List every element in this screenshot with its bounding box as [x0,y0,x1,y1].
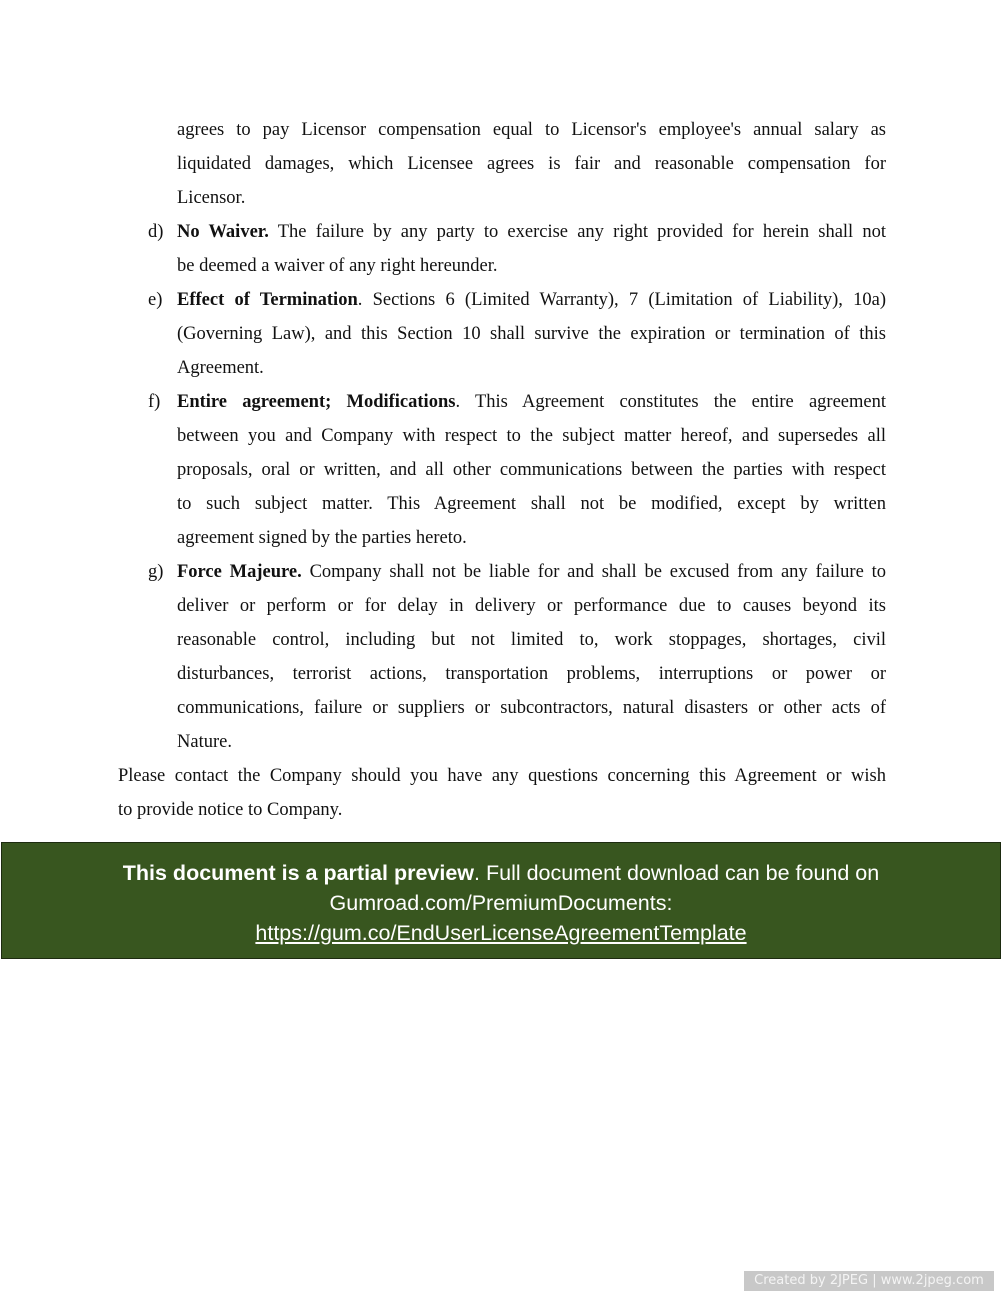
text-line [118,793,886,827]
text-line [177,657,886,691]
text-line [177,419,886,453]
text-line-content: (Governing Law), and this Section 10 shall survive the expiration or termination of this [177,324,886,344]
list-item [118,215,886,283]
text-line-content: Licensor. [177,188,246,208]
list-item [118,283,886,385]
item-title: Entire agreement; Modifications [177,392,456,412]
text-line-content: . Sections 6 (Limited Warranty), 7 (Limitation of Liability), 10a) [357,290,886,310]
text-line [177,453,886,487]
item-label: f) [148,392,161,412]
text-line [177,215,886,249]
text-line [177,113,886,147]
banner-text: . Full document download can be found on [474,861,880,885]
preview-banner [1,842,1001,959]
item-title: Force Majeure. [177,562,302,582]
text-line-content: communications, failure or suppliers or subcontractors, natural disasters or other acts of [177,698,886,718]
text-line [177,487,886,521]
text-line-content: to provide notice to Company. [118,800,343,820]
text-line-content: deliver or perform or for delay in delivery or performance due to causes beyond its [177,596,886,616]
item-label: g) [148,562,164,582]
banner-line-1 [2,858,1000,888]
item-label: e) [148,290,163,310]
text-line [177,283,886,317]
banner-bold-text: This document is a partial preview [122,861,475,885]
list-item [118,555,886,759]
text-line-content: The failure by any party to exercise any right provided for herein shall not [268,222,886,242]
text-line-content: reasonable control, including but not limited to, work stoppages, shortages, civil [177,630,886,650]
text-line [177,521,886,555]
text-line-content: be deemed a waiver of any right hereunder. [177,256,498,276]
text-line [118,759,886,793]
text-line [177,691,886,725]
item-title: Effect of Termination [177,290,358,310]
text-line-content: to such subject matter. This Agreement shall not be modified, except by written [177,494,886,514]
text-line [177,385,886,419]
text-line [177,725,886,759]
text-line-content: proposals, oral or written, and all other communications between the parties with respect [177,460,886,480]
banner-download-link[interactable]: https://gum.co/EndUserLicenseAgreementTemplate [255,921,747,945]
text-line-content: liquidated damages, which Licensee agrees is fair and reasonable compensation for [177,154,886,174]
text-line [177,623,886,657]
text-line [177,181,886,215]
text-line [177,555,886,589]
text-line [177,589,886,623]
text-line-content: Please contact the Company should you have any questions concerning this Agreement or wish [118,766,886,786]
item-title: No Waiver. [177,222,269,242]
text-line-content: between you and Company with respect to the subject matter hereof, and supersedes all [177,426,886,446]
list-item [118,385,886,555]
text-line [177,147,886,181]
text-line-content: . This Agreement constitutes the entire agreement [455,392,886,412]
text-line-content: Company shall not be liable for and shall be excused from any failure to [301,562,886,582]
text-line-content: agrees to pay Licensor compensation equal to Licensor's employee's annual salary as [177,120,886,140]
watermark: Created by 2JPEG | www.2jpeg.com [744,1271,994,1291]
text-line-content: disturbances, terrorist actions, transportation problems, interruptions or power or [177,664,886,684]
text-line [177,317,886,351]
document-body [118,113,886,827]
text-line [177,249,886,283]
text-line-content: agreement signed by the parties hereto. [177,528,467,548]
item-label: d) [148,222,164,242]
text-line-content: Nature. [177,732,232,752]
banner-line-2: Gumroad.com/PremiumDocuments: [329,891,673,915]
text-line [177,351,886,385]
text-line-content: Agreement. [177,358,264,378]
